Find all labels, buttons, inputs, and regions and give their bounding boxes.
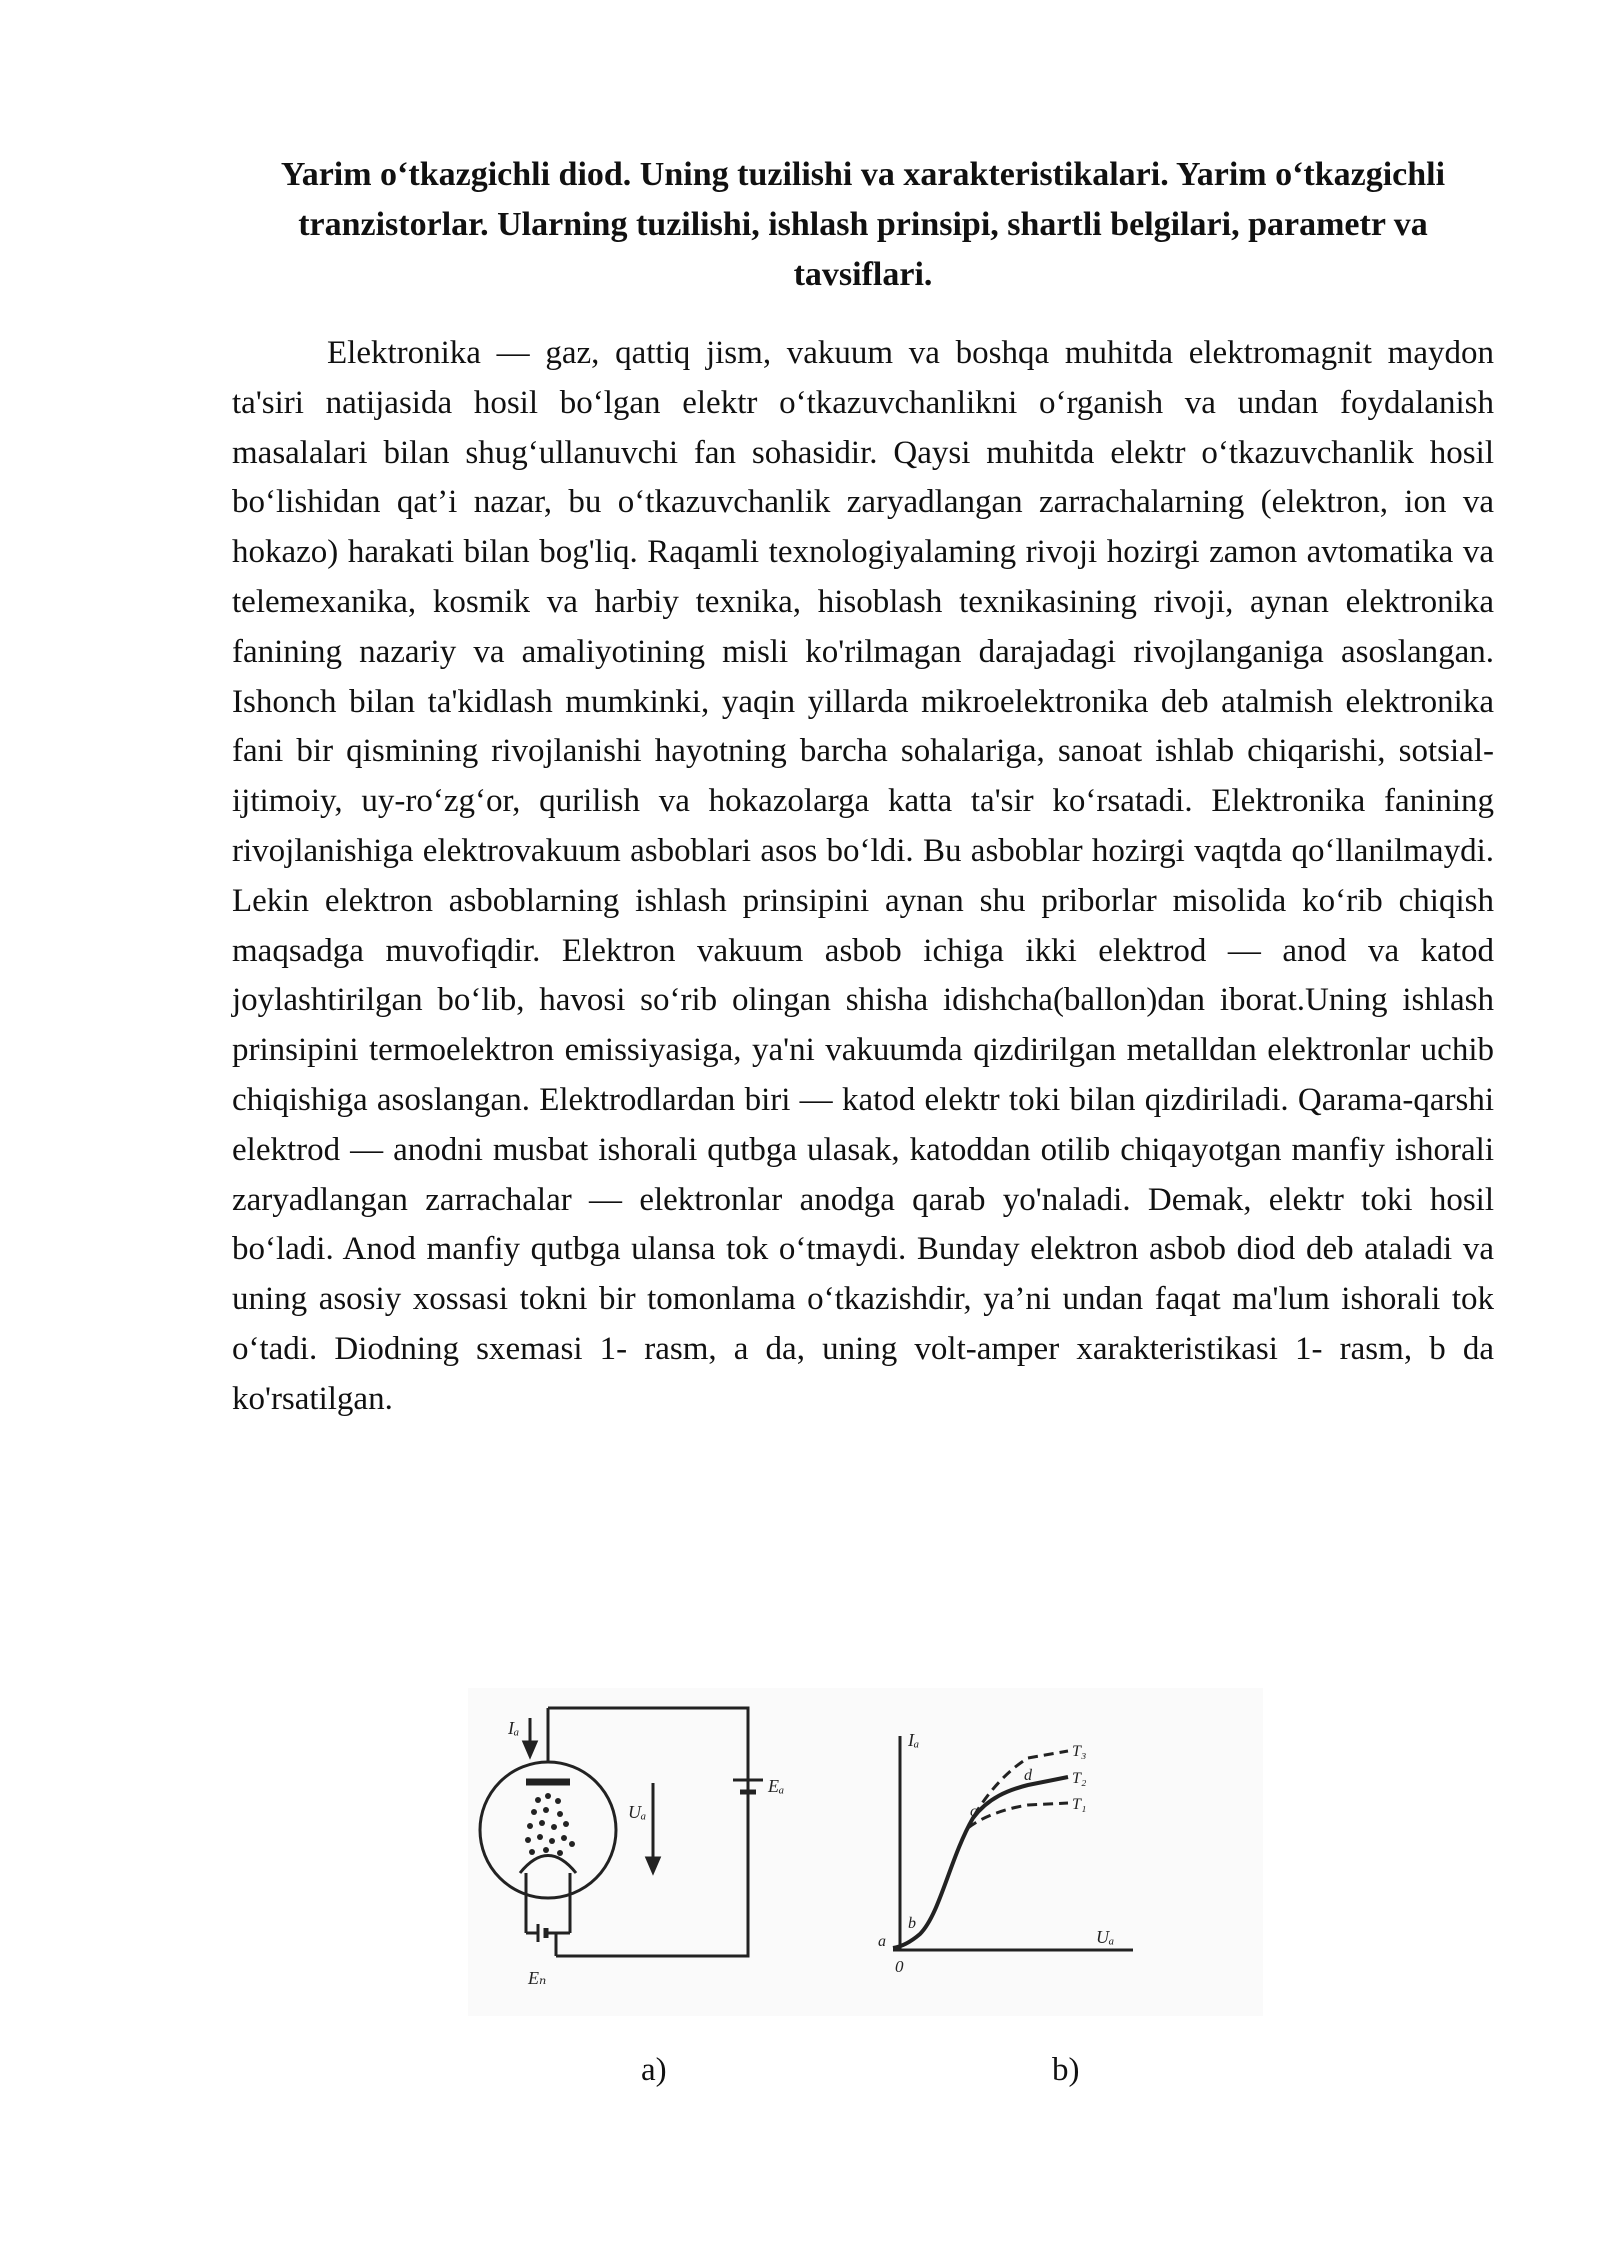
- diode-figure: [468, 1688, 1263, 2016]
- circuit-label-eh: Eₙ: [528, 1968, 547, 1988]
- graph-label-d: d: [1024, 1767, 1032, 1784]
- graph-label-a: a: [878, 1933, 886, 1950]
- graph-label-b: b: [908, 1915, 916, 1932]
- circuit-label-ia: Iₐ: [508, 1718, 520, 1738]
- graph-label-t2: T₂: [1072, 1770, 1087, 1787]
- document-title: Yarim o‘tkazgichli diod. Uning tuzilishi va xarakteristikalari. Yarim o‘tkazgichli tranzistorlar. Ularning tuzilishi, ishlash prinsipi, shartli belgilari, parametr va tavsiflari.: [280, 156, 1446, 293]
- graph-label-ua: Uₐ: [1096, 1927, 1115, 1947]
- graph-label-c: c: [970, 1803, 978, 1820]
- graph-label-ia: Iₐ: [908, 1730, 920, 1750]
- figure-background: [468, 1688, 1263, 2016]
- figure-caption-a: a): [641, 2052, 667, 2088]
- figure-caption-b: b): [1052, 2052, 1080, 2088]
- circuit-label-ea: Eₐ: [768, 1776, 785, 1796]
- graph-label-t3: T₃: [1072, 1743, 1087, 1760]
- graph-label-t1: T₁: [1072, 1796, 1087, 1813]
- circuit-label-ua: Uₐ: [628, 1802, 647, 1822]
- graph-label-origin: 0: [895, 1957, 904, 1976]
- body-paragraph: Elektronika — gaz, qattiq jism, vakuum va boshqa muhitda elektromagnit maydon ta'siri natijasida hosil bo‘lgan elektr o‘tkazuvchanlikni o‘rganish va undan foydalanish masalalari bilan shug‘ullanuvchi fan sohasidir. Qaysi muhitda elektr o‘tkazuvchanlik hosil bo‘lishidan qat’i nazar, bu o‘tkazuvchanlik zaryadlangan zarrachalarning (elektron, ion va hokazo) harakati bilan bog'liq. Raqamli texnologiyalaming rivoji hozirgi zamon avtomatika va telemexanika, kosmik va harbiy texnika, hisoblash texnikasining rivoji, aynan elektronika fanining nazariy va amaliyotining misli ko'rilmagan darajadagi rivojlanganiga asoslangan. Ishonch bilan ta'kidlash mumkinki, yaqin yillarda mikroelektronika deb atalmish elektronika fani bir qismining rivojlanishi hayotning barcha sohalariga, sanoat ishlab chiqarishi, sotsial-ijtimoiy, uy-ro‘zg‘or, qurilish va hokazolarga katta ta'sir ko‘rsatadi. Elektronika fanining rivojlanishiga elektrovakuum asboblari asos bo‘ldi. Bu asboblar hozirgi vaqtda qo‘llanilmaydi. Lekin elektron asboblarning ishlash prinsipini aynan shu priborlar misolida ko‘rib chiqish maqsadga muvofiqdir. Elektron vakuum asbob ichiga ikki elektrod — anod va katod joylashtirilgan bo‘lib, havosi so‘rib olingan shisha idishcha(ballon)dan iborat.Uning ishlash prinsipini termoelektron emissiyasiga, ya'ni vakuumda qizdirilgan metalldan elektronlar uchib chiqishiga asoslangan. Elektrodlardan biri — katod elektr toki bilan qizdiriladi. Qarama-qarshi elektrod — anodni musbat ishorali qutbga ulasak, katoddan otilib chiqayotgan manfiy ishorali zaryadlangan zarrachalar — elektronlar anodga qarab yo'naladi. Demak, elektr toki hosil bo‘ladi. Anod manfiy qutbga ulansa tok o‘tmaydi. Bunday elektron asbob diod deb ataladi va uning asosiy xossasi tokni bir tomonlama o‘tkazishdir, ya’ni undan faqat ma'lum ishorali tok o‘tadi. Diodning sxemasi 1- rasm, a da, uning volt-amper xarakteristikasi 1- rasm, b da ko'rsatilgan.: [232, 335, 1494, 1417]
